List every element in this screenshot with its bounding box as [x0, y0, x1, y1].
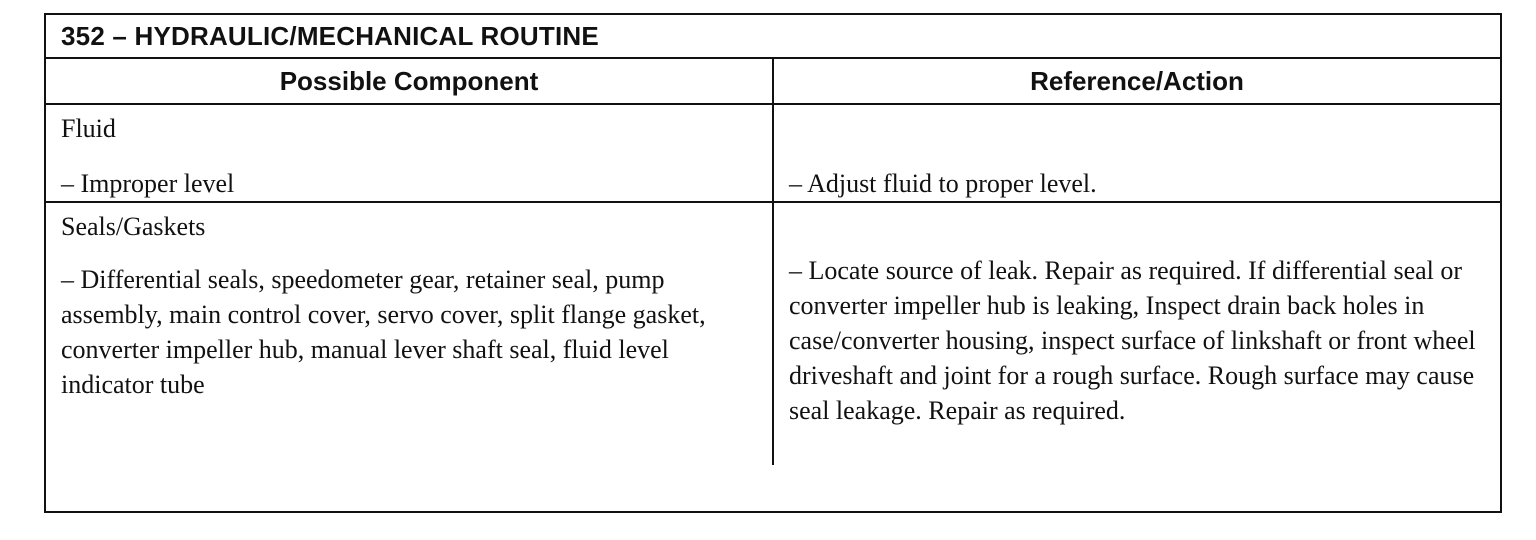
component-cell [46, 105, 774, 201]
header-reference-action: Reference/Action [1030, 65, 1244, 96]
component-text: – Differential seals, speedometer gear, retainer seal, pump assembly, main control cover, servo cover, split flange gasket, converter impeller hub, manual lever shaft seal, fluid level indicator tube [61, 265, 706, 399]
action-text: – Locate source of leak. Repair as required. If differential seal or converter impeller hub is leaking, Inspect drain back holes in case/converter housing, inspect surface of linkshaft or front wheel driveshaft and joint for a rough surface. Rough surface may cause seal leakage. Repair as required. [789, 256, 1476, 425]
header-possible-component: Possible Component [46, 59, 774, 103]
category-label: Seals/Gaskets [61, 212, 206, 241]
diagnostic-table [44, 13, 1502, 513]
table-title: 352 – HYDRAULIC/MECHANICAL ROUTINE [46, 15, 1500, 59]
action-cell [774, 105, 1500, 201]
action-cell [774, 203, 1500, 465]
category-label: Fluid [61, 114, 116, 143]
component-text: – Improper level [61, 169, 235, 198]
header-row [46, 59, 1500, 105]
component-cell [46, 203, 774, 465]
table-row [46, 203, 1500, 465]
action-text: – Adjust fluid to proper level. [789, 169, 1097, 198]
table-row [46, 105, 1500, 203]
